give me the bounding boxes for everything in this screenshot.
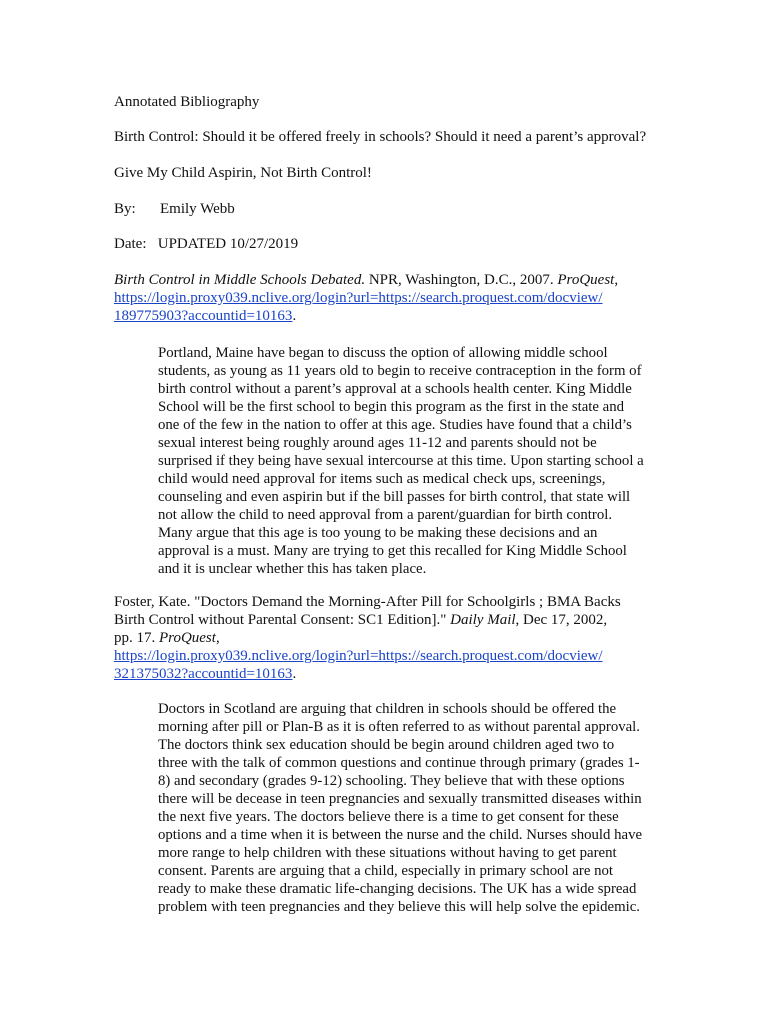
- annotation-1-line: surprised if they being have sexual intercourse at this time. Upon starting school a: [158, 453, 644, 469]
- annotation-1-line: one of the few in the nation to offer at this age. Studies have found that a child’s: [158, 417, 632, 433]
- citation-1-database-suffix: ,: [614, 272, 619, 288]
- citation-2-line-2: [114, 611, 659, 629]
- author-name: Emily Webb: [160, 201, 235, 217]
- subtitle-line: Give My Child Aspirin, Not Birth Control!: [114, 165, 372, 181]
- date-label: Date:: [114, 236, 147, 252]
- date-value: UPDATED 10/27/2019: [157, 236, 299, 252]
- annotation-2-line: three with the talk of common questions and continue through primary (grades 1-: [158, 755, 640, 771]
- citation-1-url-suffix: .: [292, 308, 297, 324]
- citation-2-line-3: [114, 629, 659, 647]
- annotation-1-line: birth control without a parent’s approval at a schools health center. King Middle: [158, 381, 632, 397]
- citation-2-title: Birth Control without Parental Consent: SC1 Edition].": [114, 612, 451, 628]
- citation-1-url-part-1[interactable]: https://login.proxy039.nclive.org/login?url=https://search.proquest.com/docview/: [114, 290, 603, 306]
- annotation-1-line: counseling and even aspirin but if the bill passes for birth control, that state will: [158, 489, 631, 505]
- topic-line: Birth Control: Should it be offered freely in schools? Should it need a parent’s approval?: [114, 129, 647, 145]
- citation-2-line-4: [114, 647, 659, 665]
- citation-2-date: , Dec 17, 2002,: [515, 612, 608, 628]
- annotation-1-line: not allow the child to need approval from a parent/guardian for birth control.: [158, 507, 613, 523]
- annotation-2-line: Doctors in Scotland are arguing that children in schools should be offered the: [158, 701, 617, 717]
- citation-2-url-part-1[interactable]: https://login.proxy039.nclive.org/login?url=https://search.proquest.com/docview/: [114, 648, 603, 664]
- annotation-1: [158, 344, 658, 578]
- annotation-1-line: Portland, Maine have began to discuss the option of allowing middle school: [158, 345, 608, 361]
- annotation-2-line: The doctors think sex education should be begin around children aged two to: [158, 737, 615, 753]
- citation-entry-2: [114, 593, 659, 683]
- citation-1-title: Birth Control in Middle Schools Debated.: [114, 272, 366, 288]
- citation-2-database: ProQuest: [159, 630, 216, 646]
- annotation-2-line: problem with teen pregnancies and they believe this will help solve the epidemic.: [158, 899, 640, 915]
- annotation-2-line: consent. Parents are arguing that a child, especially in primary school are not: [158, 863, 613, 879]
- document-heading: Annotated Bibliography: [114, 94, 260, 110]
- annotation-1-line: School will be the first school to begin this program as the first in the state and: [158, 399, 625, 415]
- date-line: [114, 235, 298, 253]
- annotation-2-line: more range to help children with these situations without having to get parent: [158, 845, 617, 861]
- citation-1-line-3: [114, 307, 659, 325]
- citation-2-database-suffix: ,: [215, 630, 220, 646]
- citation-1-line-2: [114, 289, 659, 307]
- annotation-1-line: students, as young as 11 years old to begin to receive contraception in the form of: [158, 363, 642, 379]
- citation-2-pages: pp. 17.: [114, 630, 159, 646]
- citation-1-publisher: NPR, Washington, D.C., 2007.: [365, 272, 558, 288]
- annotation-2-line: 8) and secondary (grades 9-12) schooling. They believe that with these options: [158, 773, 625, 789]
- annotation-2-line: the next five years. The doctors believe there is a time to get consent for these: [158, 809, 619, 825]
- author-label: By:: [114, 201, 136, 217]
- annotation-1-line: approval is a must. Many are trying to get this recalled for King Middle School: [158, 543, 627, 559]
- citation-1-url-part-2[interactable]: 189775903?accountid=10163: [114, 308, 293, 324]
- citation-2-line-1: Foster, Kate. "Doctors Demand the Morning-After Pill for Schoolgirls ; BMA Backs: [114, 594, 621, 610]
- annotation-1-line: and it is unclear whether this has taken place.: [158, 561, 427, 577]
- annotation-1-line: child would need approval for items such as medical check ups, screenings,: [158, 471, 606, 487]
- citation-2-url-part-2[interactable]: 321375032?accountid=10163: [114, 666, 293, 682]
- annotation-2-line: ready to make these dramatic life-changing decisions. The UK has a wide spread: [158, 881, 637, 897]
- annotation-1-line: sexual interest being roughly around ages 11-12 and parents should not be: [158, 435, 597, 451]
- annotation-1-line: Many argue that this age is too young to be making these decisions and an: [158, 525, 598, 541]
- citation-1-line-1: [114, 271, 659, 289]
- annotation-2-line: there will be decease in teen pregnancies and sexually transmitted diseases within: [158, 791, 642, 807]
- citation-2-journal: Daily Mail: [450, 612, 516, 628]
- annotation-2-line: options and a time when it is between the nurse and the child. Nurses should have: [158, 827, 643, 843]
- citation-1-database: ProQuest: [557, 272, 615, 288]
- annotation-2-line: morning after pill or Plan-B as it is often referred to as without parental approval.: [158, 719, 640, 735]
- citation-2-url-suffix: .: [292, 666, 297, 682]
- citation-entry-1: [114, 271, 659, 325]
- annotation-2: [158, 700, 658, 916]
- citation-2-line-5: [114, 665, 659, 683]
